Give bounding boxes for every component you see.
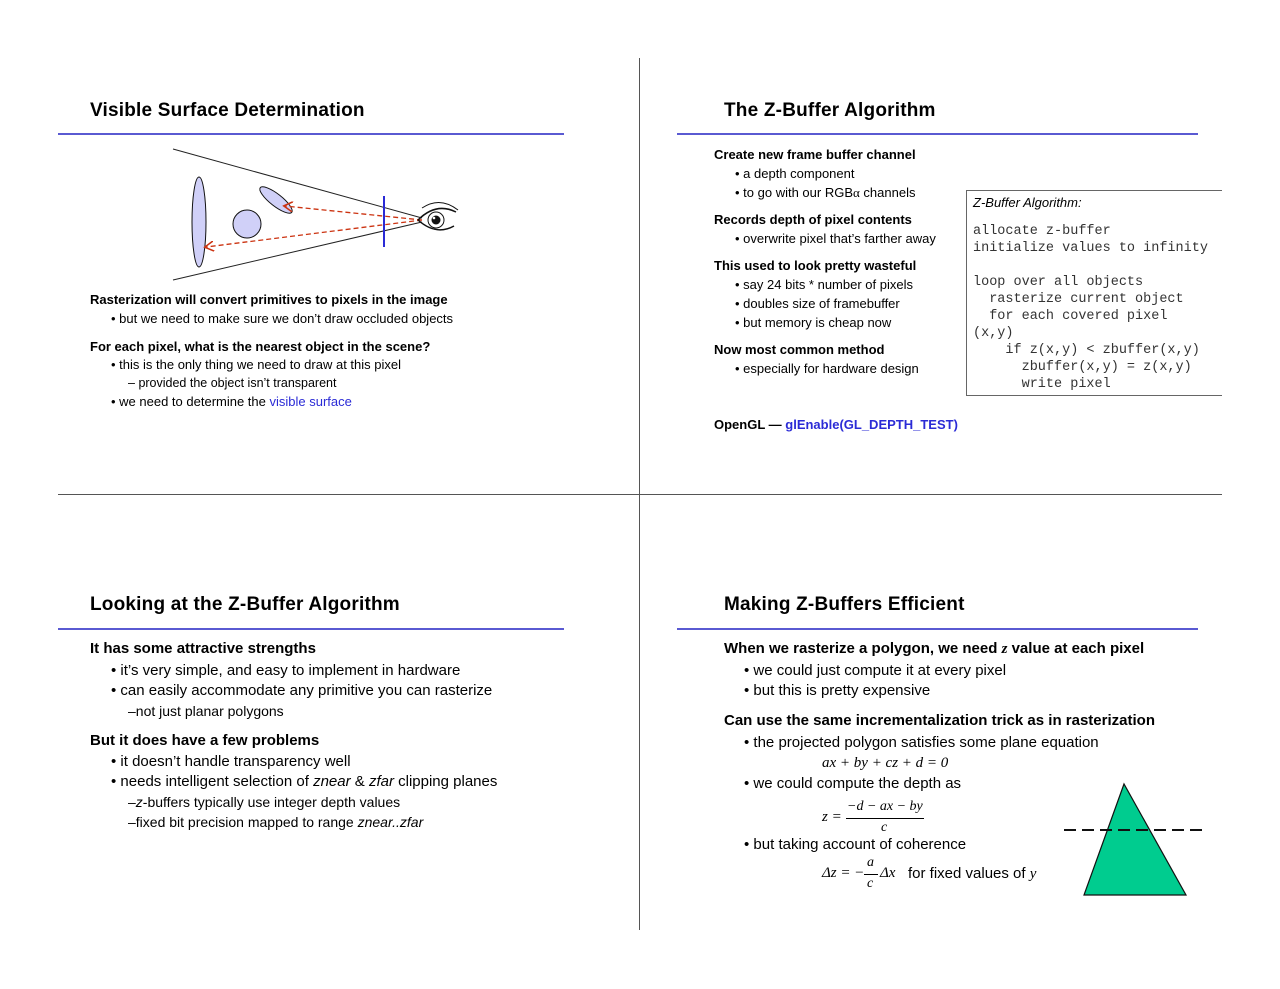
slide3-bullet-2b2: –fixed bit precision mapped to range znear..zfar xyxy=(128,814,424,830)
code-line-2: initialize values to infinity xyxy=(973,241,1208,256)
delta-eq-lhs: Δz = − xyxy=(822,865,865,881)
pseudocode-title: Z-Buffer Algorithm: xyxy=(973,195,1082,210)
slide2-bullet-1b: • to go with our RGBα channels xyxy=(735,185,916,200)
code-line-5: rasterize current object xyxy=(973,292,1184,307)
slide4-title: Making Z-Buffers Efficient xyxy=(724,594,965,615)
slide4-bullet-1b: • but this is pretty expensive xyxy=(744,682,931,699)
slide4-bullet-2a: • the projected polygon satisfies some plane equation xyxy=(744,734,1099,751)
delta-eq-fraction-bar xyxy=(864,874,878,875)
slide2-bullet-3b: • doubles size of framebuffer xyxy=(735,296,900,311)
slide1-bullet-2: For each pixel, what is the nearest object in the scene? xyxy=(90,339,431,354)
slide4-bullet-1: When we rasterize a polygon, we need z value at each pixel xyxy=(724,640,1145,657)
near-object-ellipse xyxy=(257,183,296,217)
code-line-7: (x,y) xyxy=(973,326,1014,341)
slide2-bullet-2: Records depth of pixel contents xyxy=(714,212,912,227)
slide2-bullet-4a: • especially for hardware design xyxy=(735,361,919,376)
delta-eq-denominator: c xyxy=(867,876,874,891)
far-object-ellipse xyxy=(192,177,206,267)
slide1-bullet-2a1: – provided the object isn’t transparent xyxy=(128,376,337,390)
slide2-title: The Z-Buffer Algorithm xyxy=(724,100,936,121)
slide3-bullet-1b: • can easily accommodate any primitive you can rasterize xyxy=(111,682,493,699)
slide4-bullet-2: Can use the same incrementalization trick as in rasterization xyxy=(724,712,1155,729)
slide1-bullet-2b: • we need to determine the visible surface xyxy=(111,394,352,409)
delta-eq-rhs: Δx xyxy=(880,865,896,881)
horizontal-divider xyxy=(58,494,1222,495)
code-line-8: if z(x,y) < zbuffer(x,y) xyxy=(973,343,1200,358)
code-line-4: loop over all objects xyxy=(973,275,1144,290)
triangle xyxy=(1084,784,1186,895)
visible-surface-link: visible surface xyxy=(269,394,352,409)
slide2-bullet-3a: • say 24 bits * number of pixels xyxy=(735,277,913,292)
delta-eq-numerator: a xyxy=(867,855,874,870)
slide4-title-rule xyxy=(677,628,1198,630)
sphere-object xyxy=(233,210,261,238)
slide3-bullet-2b1: –z-buffers typically use integer depth values xyxy=(128,794,401,810)
opengl-line: OpenGL — glEnable(GL_DEPTH_TEST) xyxy=(714,417,958,432)
slide3-bullet-1: It has some attractive strengths xyxy=(90,640,316,657)
slide4-bullet-2c: • but taking account of coherence xyxy=(744,836,967,853)
slide1-bullet-1a: • but we need to make sure we don’t draw occluded objects xyxy=(111,311,454,326)
slide1-title: Visible Surface Determination xyxy=(90,100,365,121)
slide2-title-rule xyxy=(677,133,1198,135)
plane-equation: ax + by + cz + d = 0 xyxy=(822,755,949,771)
code-line-10: write pixel xyxy=(973,377,1111,392)
depth-eq-numerator: −d − ax − by xyxy=(847,799,923,814)
code-line-9: zbuffer(x,y) = z(x,y) xyxy=(973,360,1192,375)
visibility-diagram xyxy=(160,140,470,290)
slide3-bullet-2a: • it doesn’t handle transparency well xyxy=(111,753,351,770)
slide2-bullet-1a: • a depth component xyxy=(735,166,855,181)
opengl-call: glEnable(GL_DEPTH_TEST) xyxy=(785,417,958,432)
depth-eq-lhs: z = xyxy=(822,809,842,825)
code-line-6: for each covered pixel xyxy=(973,309,1168,324)
slide2-bullet-4: Now most common method xyxy=(714,342,885,357)
slide3-title: Looking at the Z-Buffer Algorithm xyxy=(90,594,400,615)
slide2-bullet-1: Create new frame buffer channel xyxy=(714,147,916,162)
slide1-bullet-1: Rasterization will convert primitives to pixels in the image xyxy=(90,292,448,307)
slide4-bullet-1a: • we could just compute it at every pixel xyxy=(744,662,1007,679)
slide3-bullet-2: But it does have a few problems xyxy=(90,732,320,749)
code-line-1: allocate z-buffer xyxy=(973,224,1111,239)
depth-eq-denominator: c xyxy=(881,820,888,835)
slide1-title-rule xyxy=(58,133,564,135)
slide2-bullet-3c: • but memory is cheap now xyxy=(735,315,892,330)
slide3-bullet-1a: • it’s very simple, and easy to implement in hardware xyxy=(111,662,461,679)
slide3-bullet-1b1: –not just planar polygons xyxy=(128,703,284,719)
slide4-bullet-2b: • we could compute the depth as xyxy=(744,775,962,792)
ray-to-near-object xyxy=(285,206,422,220)
slide2-bullet-3: This used to look pretty wasteful xyxy=(714,258,917,273)
delta-eq-note: for fixed values of y xyxy=(908,865,1037,882)
slide3-bullet-2b: • needs intelligent selection of znear & zfar clipping planes xyxy=(111,773,498,790)
slide2-bullet-2a: • overwrite pixel that’s farther away xyxy=(735,231,936,246)
slide3-title-rule xyxy=(58,628,564,630)
slide1-bullet-2a: • this is the only thing we need to draw at this pixel xyxy=(111,357,401,372)
scanline-triangle-diagram xyxy=(1060,778,1210,900)
depth-eq-fraction-bar xyxy=(846,818,924,819)
eye-icon xyxy=(418,202,458,229)
